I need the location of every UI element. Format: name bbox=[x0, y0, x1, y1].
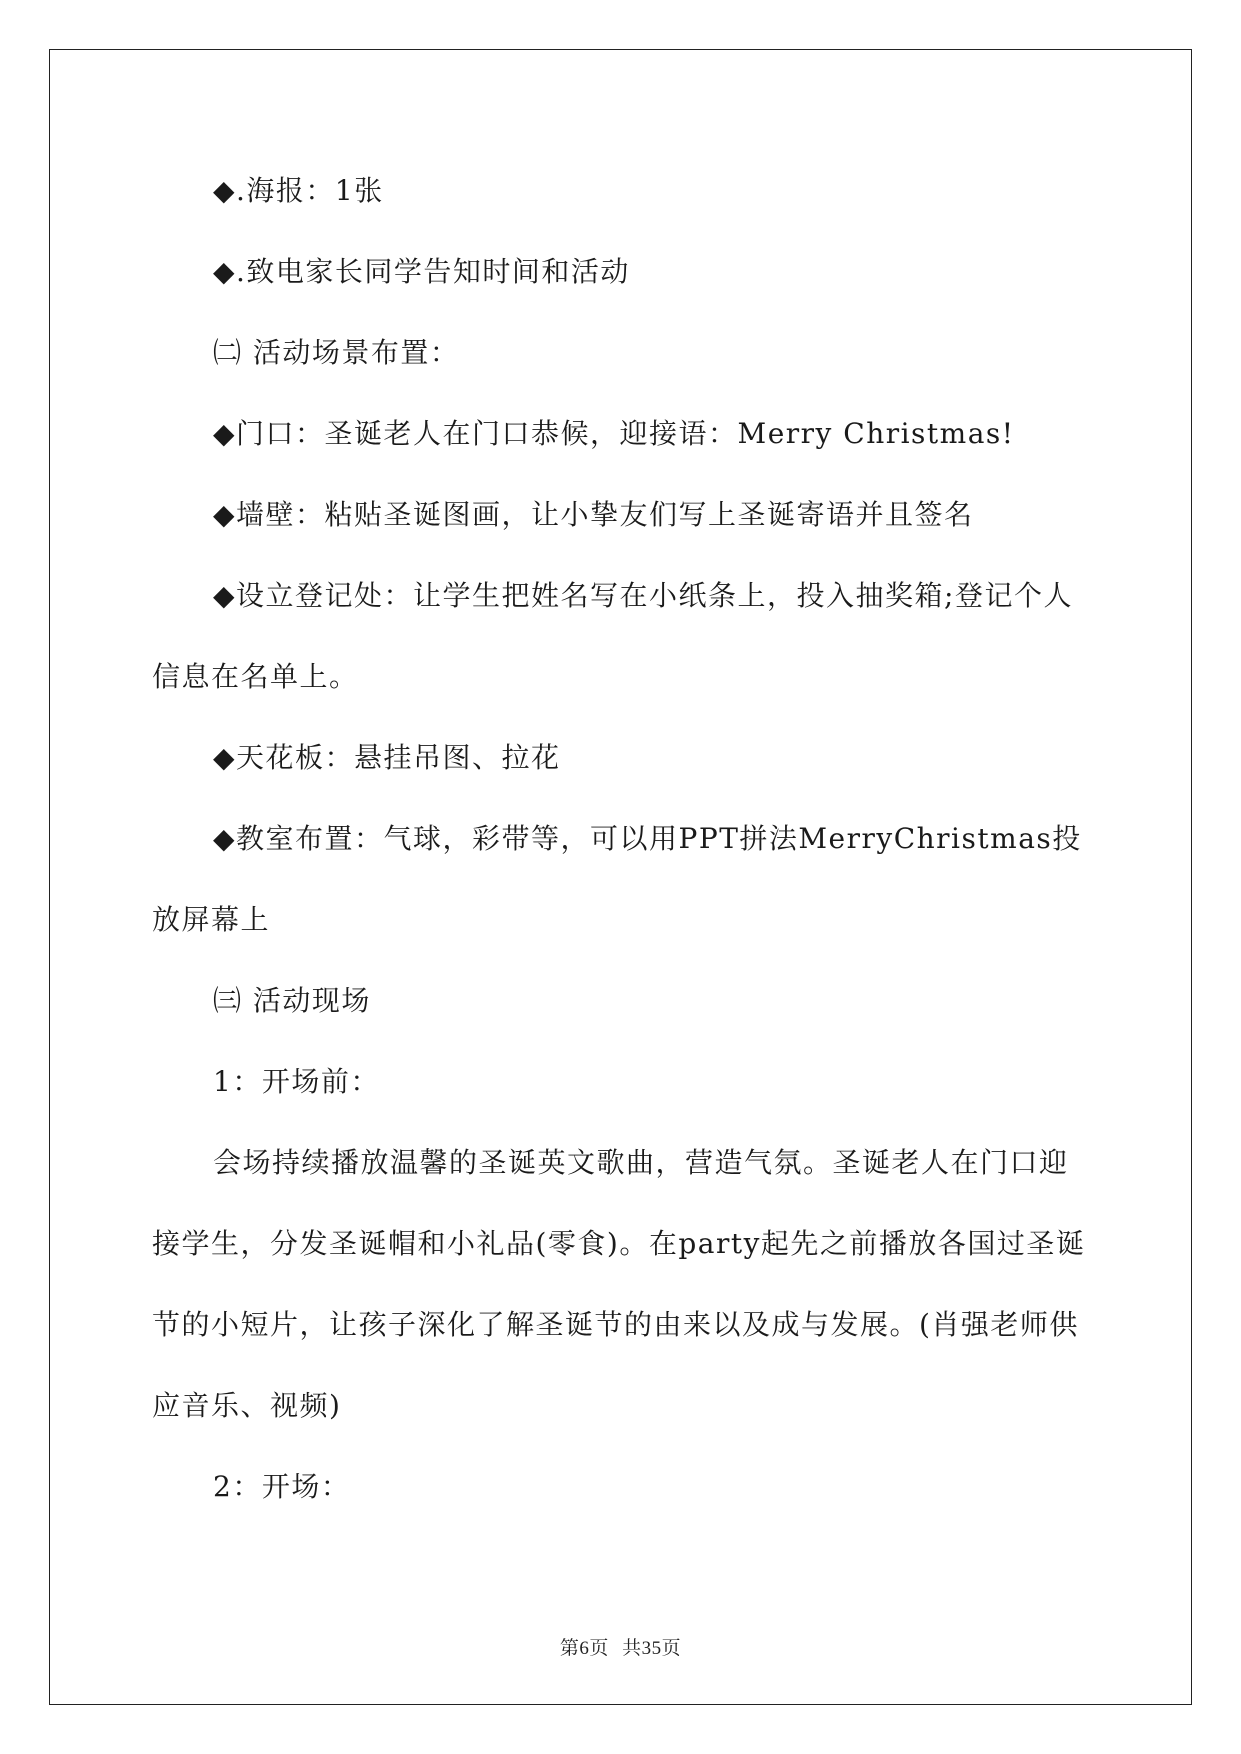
paragraph-classroom: ◆教室布置：气球，彩带等，可以用PPT拼法MerryChristmas投放屏幕上 bbox=[152, 822, 1082, 936]
paragraph-venue-music: 会场持续播放温馨的圣诞英文歌曲，营造气氛。圣诞老人在门口迎接学生，分发圣诞帽和小礼品(零食)。在party起先之前播放各国过圣诞节的小短片，让孩子深化了解圣诞节的由来以及成与发展。(肖强老师供应音乐、视频) bbox=[152, 1146, 1086, 1422]
paragraph-wall: ◆墙壁：粘贴圣诞图画，让小挚友们写上圣诞寄语并且签名 bbox=[213, 498, 974, 531]
paragraph-ceiling: ◆天花板：悬挂吊图、拉花 bbox=[213, 741, 561, 774]
page-total: 共35页 bbox=[622, 1638, 682, 1659]
paragraph-entrance: ◆门口：圣诞老人在门口恭候，迎接语：Merry Christmas! bbox=[213, 417, 1015, 450]
subheading-opening: 2：开场： bbox=[213, 1470, 351, 1503]
document-body bbox=[152, 150, 1090, 1527]
section-heading-event-site: ㈢ 活动现场 bbox=[213, 984, 371, 1017]
page-footer bbox=[0, 1633, 1241, 1660]
page-number: 第6页 bbox=[559, 1638, 609, 1659]
paragraph-notify-parents: ◆.致电家长同学告知时间和活动 bbox=[213, 255, 630, 288]
section-heading-scene-setup: ㈡ 活动场景布置： bbox=[213, 336, 460, 369]
subheading-before-opening: 1：开场前： bbox=[213, 1065, 380, 1098]
paragraph-registration: ◆设立登记处：让学生把姓名写在小纸条上，投入抽奖箱;登记个人信息在名单上。 bbox=[152, 579, 1073, 693]
paragraph-poster: ◆.海报：1张 bbox=[213, 174, 384, 207]
